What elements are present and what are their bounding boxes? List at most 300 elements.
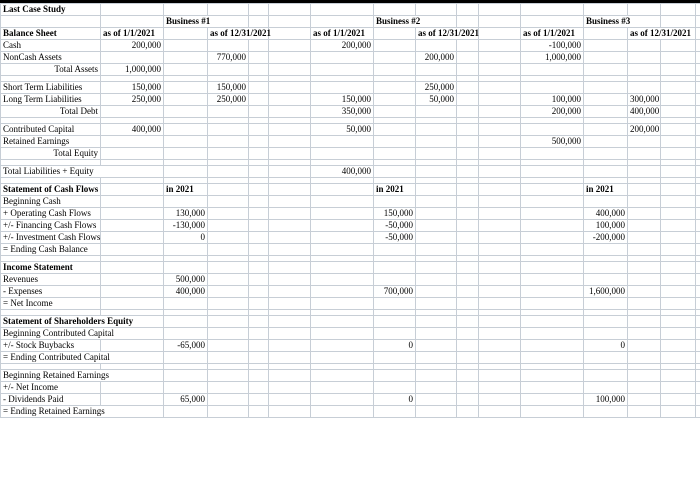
empty-cell: [416, 4, 457, 16]
empty-cell: [164, 94, 208, 106]
empty-cell: [101, 52, 164, 64]
value-cell: 200,000: [101, 40, 164, 52]
empty-cell: [164, 64, 208, 76]
empty-cell: [521, 124, 584, 136]
row-label-cell: NonCash Assets: [1, 52, 101, 64]
empty-cell: [101, 196, 164, 208]
empty-cell: [584, 64, 628, 76]
sheet-row: [1, 352, 700, 364]
empty-cell: [208, 382, 249, 394]
empty-cell: [521, 274, 584, 286]
empty-cell: [164, 298, 208, 310]
empty-cell: [628, 394, 661, 406]
sheet-row: [1, 406, 700, 418]
value-cell: 500,000: [521, 136, 584, 148]
empty-cell: [479, 28, 521, 40]
empty-cell: [374, 52, 416, 64]
row-label-cell: - Dividends Paid: [1, 394, 101, 406]
empty-cell: [101, 220, 164, 232]
empty-cell: [311, 232, 374, 244]
empty-cell: [208, 286, 249, 298]
value-cell: 400,000: [311, 166, 374, 178]
header-cell: as of 12/31/2021: [416, 28, 479, 40]
empty-cell: [249, 340, 269, 352]
header-cell: Balance Sheet: [1, 28, 101, 40]
sheet-row: [1, 244, 700, 256]
empty-cell: [208, 298, 249, 310]
empty-cell: [164, 406, 208, 418]
empty-cell: [269, 232, 311, 244]
empty-cell: [457, 106, 479, 118]
empty-cell: [628, 52, 661, 64]
empty-cell: [584, 40, 628, 52]
empty-cell: [479, 406, 521, 418]
empty-cell: [311, 196, 374, 208]
empty-cell: [457, 166, 479, 178]
empty-cell: [164, 82, 208, 94]
empty-cell: [416, 370, 457, 382]
empty-cell: [457, 298, 479, 310]
empty-cell: [661, 166, 696, 178]
empty-cell: [374, 4, 416, 16]
empty-cell: [661, 136, 696, 148]
empty-cell: [101, 16, 164, 28]
empty-cell: [521, 4, 584, 16]
empty-cell: [479, 124, 521, 136]
empty-cell: [661, 52, 696, 64]
empty-cell: [269, 148, 311, 160]
empty-cell: [584, 382, 628, 394]
sheet-row: [1, 274, 700, 286]
empty-cell: [101, 106, 164, 118]
empty-cell: [269, 316, 311, 328]
empty-cell: [208, 340, 249, 352]
empty-cell: [628, 316, 661, 328]
empty-cell: [661, 64, 696, 76]
empty-cell: [628, 220, 661, 232]
empty-cell: [696, 82, 700, 94]
empty-cell: [374, 244, 416, 256]
empty-cell: [457, 208, 479, 220]
empty-cell: [696, 394, 700, 406]
empty-cell: [269, 184, 311, 196]
empty-cell: [208, 352, 249, 364]
header-cell: as of 12/31/2021: [628, 28, 696, 40]
empty-cell: [249, 244, 269, 256]
empty-cell: [101, 298, 164, 310]
row-label-cell: +/- Investment Cash Flows: [1, 232, 101, 244]
empty-cell: [628, 196, 661, 208]
row-label-cell: Contributed Capital: [1, 124, 101, 136]
empty-cell: [269, 124, 311, 136]
row-label-cell: Short Term Liabilities: [1, 82, 101, 94]
empty-cell: [374, 148, 416, 160]
empty-cell: [101, 184, 164, 196]
empty-cell: [479, 166, 521, 178]
empty-cell: [164, 40, 208, 52]
empty-cell: [521, 316, 584, 328]
empty-cell: [164, 52, 208, 64]
empty-cell: [269, 28, 311, 40]
empty-cell: [208, 124, 249, 136]
empty-cell: [521, 286, 584, 298]
empty-cell: [311, 340, 374, 352]
empty-cell: [311, 316, 374, 328]
empty-cell: [661, 16, 696, 28]
row-label-cell: Total Assets: [1, 64, 101, 76]
empty-cell: [584, 196, 628, 208]
empty-cell: [696, 16, 700, 28]
empty-cell: [479, 316, 521, 328]
value-cell: -50,000: [374, 220, 416, 232]
value-cell: 65,000: [164, 394, 208, 406]
value-cell: 50,000: [311, 124, 374, 136]
empty-cell: [696, 316, 700, 328]
empty-cell: [696, 184, 700, 196]
header-cell: as of 1/1/2021: [311, 28, 374, 40]
sheet-row: [1, 166, 700, 178]
empty-cell: [269, 406, 311, 418]
empty-cell: [164, 106, 208, 118]
empty-cell: [521, 328, 584, 340]
value-cell: 0: [374, 394, 416, 406]
empty-cell: [457, 52, 479, 64]
value-cell: 130,000: [164, 208, 208, 220]
empty-cell: [584, 94, 628, 106]
empty-cell: [628, 184, 661, 196]
sheet-row: [1, 28, 700, 40]
empty-cell: [479, 208, 521, 220]
empty-cell: [101, 274, 164, 286]
empty-cell: [479, 82, 521, 94]
empty-cell: [101, 232, 164, 244]
empty-cell: [457, 370, 479, 382]
row-label-cell: Beginning Retained Earnings: [1, 370, 164, 382]
empty-cell: [661, 274, 696, 286]
empty-cell: [208, 4, 249, 16]
empty-cell: [521, 196, 584, 208]
empty-cell: [584, 106, 628, 118]
empty-cell: [696, 136, 700, 148]
empty-cell: [628, 382, 661, 394]
empty-cell: [457, 94, 479, 106]
empty-cell: [249, 148, 269, 160]
empty-cell: [249, 4, 269, 16]
empty-cell: [374, 316, 416, 328]
empty-cell: [164, 382, 208, 394]
empty-cell: [164, 370, 208, 382]
empty-cell: [416, 406, 457, 418]
empty-cell: [628, 232, 661, 244]
sheet-row: [1, 16, 700, 28]
empty-cell: [269, 94, 311, 106]
empty-cell: [521, 298, 584, 310]
empty-cell: [416, 298, 457, 310]
empty-cell: [521, 64, 584, 76]
empty-cell: [479, 148, 521, 160]
empty-cell: [164, 4, 208, 16]
empty-cell: [584, 124, 628, 136]
header-cell: Statement of Cash Flows: [1, 184, 101, 196]
empty-cell: [164, 316, 208, 328]
empty-cell: [249, 52, 269, 64]
empty-cell: [661, 406, 696, 418]
value-cell: 50,000: [416, 94, 457, 106]
empty-cell: [208, 232, 249, 244]
sheet-row: [1, 286, 700, 298]
empty-cell: [457, 406, 479, 418]
empty-cell: [374, 64, 416, 76]
empty-cell: [249, 166, 269, 178]
empty-cell: [661, 340, 696, 352]
empty-cell: [457, 124, 479, 136]
sheet-row: [1, 184, 700, 196]
empty-cell: [696, 370, 700, 382]
value-cell: 200,000: [628, 124, 661, 136]
empty-cell: [208, 196, 249, 208]
empty-cell: [696, 28, 700, 40]
empty-cell: [661, 94, 696, 106]
empty-cell: [311, 148, 374, 160]
empty-cell: [696, 286, 700, 298]
empty-cell: [374, 82, 416, 94]
empty-cell: [584, 328, 628, 340]
value-cell: -130,000: [164, 220, 208, 232]
header-cell: in 2021: [374, 184, 416, 196]
empty-cell: [269, 298, 311, 310]
empty-cell: [521, 382, 584, 394]
empty-cell: [208, 40, 249, 52]
value-cell: 150,000: [208, 82, 249, 94]
empty-cell: [479, 232, 521, 244]
row-label-cell: Total Equity: [1, 148, 101, 160]
empty-cell: [457, 64, 479, 76]
empty-cell: [416, 166, 457, 178]
empty-cell: [249, 40, 269, 52]
empty-cell: [661, 184, 696, 196]
empty-cell: [416, 196, 457, 208]
value-cell: 200,000: [311, 40, 374, 52]
empty-cell: [374, 406, 416, 418]
empty-cell: [696, 382, 700, 394]
row-label-cell: = Ending Contributed Capital: [1, 352, 164, 364]
value-cell: 300,000: [628, 94, 661, 106]
empty-cell: [457, 148, 479, 160]
empty-cell: [661, 124, 696, 136]
empty-cell: [521, 244, 584, 256]
empty-cell: [628, 208, 661, 220]
value-cell: 0: [584, 340, 628, 352]
empty-cell: [479, 196, 521, 208]
empty-cell: [101, 382, 164, 394]
empty-cell: [101, 244, 164, 256]
empty-cell: [696, 124, 700, 136]
empty-cell: [628, 340, 661, 352]
empty-cell: [521, 406, 584, 418]
empty-cell: [696, 274, 700, 286]
header-cell: as of 1/1/2021: [521, 28, 584, 40]
empty-cell: [479, 382, 521, 394]
empty-cell: [208, 316, 249, 328]
value-cell: 200,000: [521, 106, 584, 118]
empty-cell: [696, 328, 700, 340]
empty-cell: [311, 208, 374, 220]
empty-cell: [208, 136, 249, 148]
empty-cell: [374, 370, 416, 382]
empty-cell: [696, 148, 700, 160]
empty-cell: [164, 148, 208, 160]
sheet-row: [1, 196, 700, 208]
empty-cell: [584, 4, 628, 16]
empty-cell: [208, 166, 249, 178]
empty-cell: [416, 64, 457, 76]
empty-cell: [164, 136, 208, 148]
sheet-row: [1, 4, 700, 16]
empty-cell: [269, 208, 311, 220]
empty-cell: [628, 298, 661, 310]
value-cell: 100,000: [521, 94, 584, 106]
empty-cell: [696, 262, 700, 274]
empty-cell: [311, 394, 374, 406]
value-cell: 350,000: [311, 106, 374, 118]
empty-cell: [584, 352, 628, 364]
empty-cell: [374, 106, 416, 118]
empty-cell: [628, 166, 661, 178]
empty-cell: [661, 286, 696, 298]
empty-cell: [696, 106, 700, 118]
empty-cell: [584, 82, 628, 94]
empty-cell: [584, 370, 628, 382]
empty-cell: [208, 208, 249, 220]
value-cell: 0: [164, 232, 208, 244]
empty-cell: [521, 352, 584, 364]
header-cell: in 2021: [164, 184, 208, 196]
row-label-cell: = Ending Retained Earnings: [1, 406, 164, 418]
empty-cell: [416, 286, 457, 298]
empty-cell: [311, 286, 374, 298]
empty-cell: [249, 184, 269, 196]
sheet-row: [1, 262, 700, 274]
row-label-cell: + Operating Cash Flows: [1, 208, 101, 220]
empty-cell: [457, 328, 479, 340]
empty-cell: [416, 136, 457, 148]
empty-cell: [521, 370, 584, 382]
empty-cell: [164, 244, 208, 256]
empty-cell: [269, 244, 311, 256]
empty-cell: [269, 64, 311, 76]
empty-cell: [311, 370, 374, 382]
empty-cell: [628, 4, 661, 16]
empty-cell: [311, 352, 374, 364]
row-label-cell: Cash: [1, 40, 101, 52]
row-label-cell: = Ending Cash Balance: [1, 244, 101, 256]
empty-cell: [249, 16, 269, 28]
empty-cell: [208, 394, 249, 406]
empty-cell: [628, 328, 661, 340]
empty-cell: [249, 394, 269, 406]
sheet-row: [1, 316, 700, 328]
empty-cell: [269, 196, 311, 208]
empty-cell: [249, 94, 269, 106]
empty-cell: [164, 124, 208, 136]
empty-cell: [269, 166, 311, 178]
empty-cell: [479, 220, 521, 232]
row-label-cell: Long Term Liabilities: [1, 94, 101, 106]
empty-cell: [1, 16, 101, 28]
empty-cell: [584, 148, 628, 160]
empty-cell: [208, 220, 249, 232]
empty-cell: [661, 316, 696, 328]
empty-cell: [164, 352, 208, 364]
empty-cell: [584, 406, 628, 418]
row-label-cell: = Net Income: [1, 298, 101, 310]
sheet-row: [1, 94, 700, 106]
sheet-row: [1, 82, 700, 94]
empty-cell: [661, 328, 696, 340]
empty-cell: [269, 52, 311, 64]
value-cell: 400,000: [584, 208, 628, 220]
empty-cell: [249, 370, 269, 382]
empty-cell: [696, 208, 700, 220]
empty-cell: [661, 262, 696, 274]
empty-cell: [457, 4, 479, 16]
empty-cell: [249, 208, 269, 220]
value-cell: 200,000: [416, 52, 457, 64]
empty-cell: [628, 136, 661, 148]
empty-cell: [311, 244, 374, 256]
empty-cell: [628, 148, 661, 160]
row-label-cell: +/- Stock Buybacks: [1, 340, 101, 352]
empty-cell: [208, 406, 249, 418]
empty-cell: [521, 394, 584, 406]
empty-cell: [269, 394, 311, 406]
empty-cell: [661, 232, 696, 244]
empty-cell: [374, 262, 416, 274]
empty-cell: [479, 52, 521, 64]
empty-cell: [416, 328, 457, 340]
empty-cell: [696, 40, 700, 52]
empty-cell: [269, 106, 311, 118]
empty-cell: [457, 382, 479, 394]
sheet-row: [1, 52, 700, 64]
empty-cell: [521, 148, 584, 160]
empty-cell: [249, 106, 269, 118]
empty-cell: [311, 184, 374, 196]
empty-cell: [479, 298, 521, 310]
empty-cell: [164, 262, 208, 274]
empty-cell: [479, 94, 521, 106]
empty-cell: [101, 148, 164, 160]
empty-cell: [269, 340, 311, 352]
empty-cell: [269, 352, 311, 364]
empty-cell: [457, 340, 479, 352]
value-cell: 150,000: [101, 82, 164, 94]
empty-cell: [628, 406, 661, 418]
value-cell: -65,000: [164, 340, 208, 352]
empty-cell: [661, 298, 696, 310]
value-cell: 0: [374, 340, 416, 352]
row-label-cell: Total Liabilities + Equity: [1, 166, 164, 178]
sheet-row: [1, 328, 700, 340]
empty-cell: [661, 382, 696, 394]
empty-cell: [101, 340, 164, 352]
empty-cell: [416, 184, 457, 196]
value-cell: 1,000,000: [521, 52, 584, 64]
header-cell: Statement of Shareholders Equity: [1, 316, 164, 328]
empty-cell: [479, 106, 521, 118]
empty-cell: [249, 64, 269, 76]
empty-cell: [661, 148, 696, 160]
